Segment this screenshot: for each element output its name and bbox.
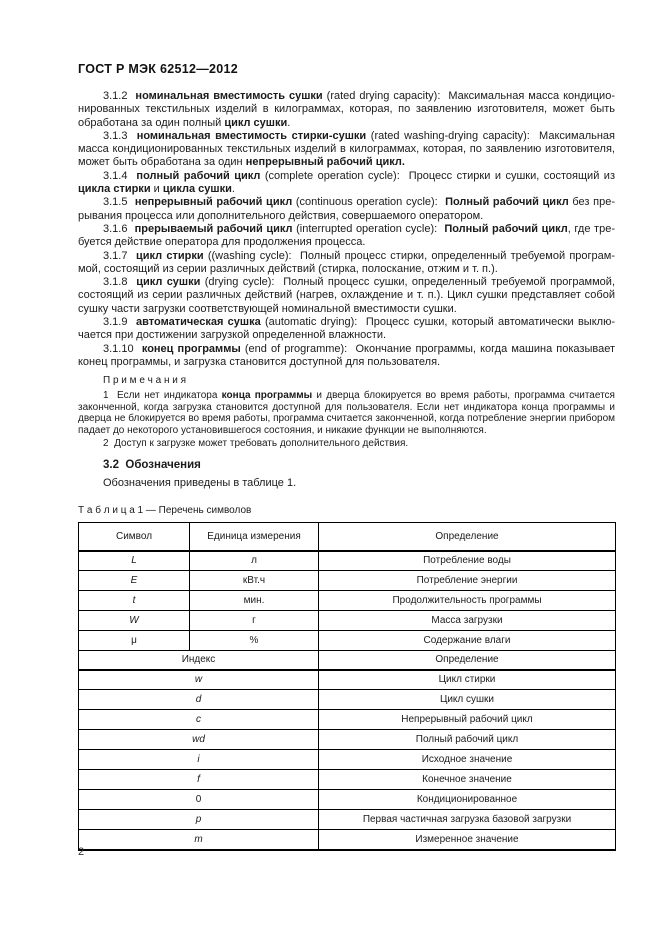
table-row (79, 690, 616, 710)
table-cell: Полный рабочий цикл (319, 730, 616, 750)
table-cell: Индекс (79, 651, 319, 670)
symbols-table-body (79, 551, 616, 850)
text: . (231, 183, 235, 196)
bold-text: номинальная вместимость сушки (135, 90, 323, 102)
table-cell: Измеренное значение (319, 830, 616, 850)
table-cell: Определение (319, 651, 616, 670)
paragraph (78, 343, 615, 370)
table-row (79, 551, 616, 571)
bold-text: цикл сушки (224, 116, 288, 129)
table-cell: Кондиционированное (319, 790, 616, 810)
table-cell: Символ (79, 523, 190, 551)
table-cell: w (79, 670, 319, 690)
table-cell: Определение (319, 523, 616, 551)
page-content (78, 0, 615, 851)
text: и (150, 183, 163, 196)
text: 3.1.3 (103, 129, 137, 142)
bold-text: автоматическая сушка (136, 316, 261, 329)
text: 3.1.5 (103, 196, 135, 209)
bold-text: цикла стирки (78, 183, 151, 196)
table-cell: г (190, 611, 319, 631)
text: 3.1.4 (103, 169, 137, 182)
table-cell: Исходное значение (319, 750, 616, 770)
table-row (79, 750, 616, 770)
table-cell: Единица измерения (190, 523, 319, 551)
text: (automatic drying): Процесс сушки, который автоматически выключается при достижении загрузкой определенной влажности. (78, 316, 615, 342)
table-row (79, 830, 616, 850)
paragraph (78, 90, 615, 130)
notes-heading: П р и м е ч а н и я (103, 375, 187, 387)
text: 3.1.6 (103, 222, 135, 235)
symbols-table-head (79, 523, 616, 551)
paragraph (78, 276, 615, 316)
text: (rated drying capacity): Максимальная масса кондиционированных текстильных изделий в килограммах, которая, по заявлению изготовителя, может быть обработана за один полный (78, 90, 615, 129)
bold-text: полный рабочий цикл (136, 169, 261, 182)
paragraph (78, 223, 615, 250)
note-item (78, 438, 615, 450)
table-cell: Цикл стирки (319, 670, 616, 690)
table-cell: Содержание влаги (319, 631, 616, 651)
bold-text: непрерывный рабочий цикл (134, 196, 293, 209)
table-cell: Продолжительность программы (319, 591, 616, 611)
table-row (79, 710, 616, 730)
table-cell: wd (79, 730, 319, 750)
table-row (79, 790, 616, 810)
text: (rated washing-drying capacity): Максимальная масса кондиционированных текстильных изделий в килограммах, которая, по заявлению изготовителя, может быть обработана за один (78, 129, 616, 169)
bold-text: Полный рабочий цикл (444, 222, 568, 235)
table-cell: кВт.ч (190, 571, 319, 591)
table-cell: Конечное значение (319, 770, 616, 790)
text: ((washing cycle): Полный процесс стирки, определенный требуемой программой, состоящий из серии различных действий (стирка, полоскание, отжим и т. п.). (78, 249, 616, 275)
text: (continuous operation cycle): (292, 196, 446, 209)
table-row (79, 810, 616, 830)
text: 1 Если нет индикатора (103, 390, 222, 402)
table-caption: Т а б л и ц а 1 — Перечень символов (78, 505, 252, 517)
table-cell: i (79, 750, 319, 770)
table-row (79, 611, 616, 631)
bold-text: конец программы (141, 342, 241, 355)
index-header-row (79, 651, 616, 670)
text: 3.1.2 (103, 90, 136, 102)
text: 3.1.8 (103, 276, 137, 289)
table-cell: p (79, 810, 319, 830)
table-cell: μ (79, 631, 190, 651)
bold-text: конца программы (221, 390, 313, 402)
document-header: ГОСТ Р МЭК 62512—2012 (78, 62, 239, 76)
bold-text: цикл стирки (135, 249, 204, 262)
table-row (79, 670, 616, 690)
paragraph (78, 196, 615, 223)
bold-text: цикла сушки (162, 183, 232, 196)
section-heading: 3.2 Обозначения (103, 458, 201, 471)
text: (complete operation cycle): Процесс стирки и сушки, состоящий из (260, 169, 615, 182)
text: (interrupted operation cycle): (292, 222, 445, 235)
table-cell: c (79, 710, 319, 730)
bold-text: Полный рабочий цикл (445, 196, 569, 209)
text: и дверца блокируется во время работы, программа считается законченной, когда загрузка становится доступной для пользователя. Если нет индикатора конца программы и дверца не блокируется во время работы, программа считается законченной, когда потребление энергии прибором падает до некоторого установившегося состояния, и никакие функции не выполняются. (78, 390, 615, 436)
notes-list (78, 390, 615, 450)
table-cell: E (79, 571, 190, 591)
text: (end of programme): Окончание программы, когда машина показывает конец программы, и загрузка становится доступной для пользователя. (78, 342, 615, 368)
text: 2 Доступ к загрузке может требовать дополнительного действия. (103, 438, 409, 450)
text: (drying cycle): Полный процесс сушки, определенный требуемой программой, состоящий из серии различных действий (нагрев, охлаждение и т. п.). Цикл сушки представляет собой сушку части загрузки соответствующей номинальной вместимости сушки. (78, 276, 616, 315)
table-header-row (79, 523, 616, 551)
table-cell: мин. (190, 591, 319, 611)
notes-section (78, 375, 615, 450)
paragraph (78, 130, 615, 170)
text: 3.1.9 (103, 316, 137, 329)
table-cell: Потребление энергии (319, 571, 616, 591)
bold-text: непрерывный рабочий цикл. (245, 156, 405, 169)
table-row (79, 591, 616, 611)
text: без прерывания процесса или дополнительного действия, совершаемого оператором. (78, 196, 615, 222)
text: , где требуется действие оператора для продолжения процесса. (78, 222, 615, 249)
table-cell: Непрерывный рабочий цикл (319, 710, 616, 730)
text: 3.1.7 (103, 249, 136, 262)
bold-text: прерываемый рабочий цикл (134, 222, 293, 235)
table-cell: л (190, 551, 319, 571)
body-paragraphs (78, 90, 615, 369)
table-cell: f (79, 770, 319, 790)
table-cell: Первая частичная загрузка базовой загрузки (319, 810, 616, 830)
paragraph (78, 316, 615, 343)
table-cell: d (79, 690, 319, 710)
bold-text: цикл сушки (136, 276, 201, 289)
table-cell: L (79, 551, 190, 571)
table-cell: W (79, 611, 190, 631)
table-cell: Цикл сушки (319, 690, 616, 710)
note-item (78, 390, 615, 436)
table-cell: Потребление воды (319, 551, 616, 571)
page-number: 2 (78, 846, 85, 858)
table-cell: m (79, 830, 319, 850)
symbols-table (78, 522, 616, 851)
table-cell: 0 (79, 790, 319, 810)
paragraph (78, 170, 615, 197)
table-row (79, 730, 616, 750)
bold-text: номинальная вместимость стирки-сушки (136, 129, 367, 142)
table-row (79, 571, 616, 591)
paragraph (78, 250, 615, 277)
text: . (287, 116, 291, 129)
table-row (79, 770, 616, 790)
table-cell: % (190, 631, 319, 651)
section-intro: Обозначения приведены в таблице 1. (103, 476, 297, 489)
text: 3.1.10 (103, 342, 142, 355)
table-cell: t (79, 591, 190, 611)
table-row (79, 631, 616, 651)
table-cell: Масса загрузки (319, 611, 616, 631)
